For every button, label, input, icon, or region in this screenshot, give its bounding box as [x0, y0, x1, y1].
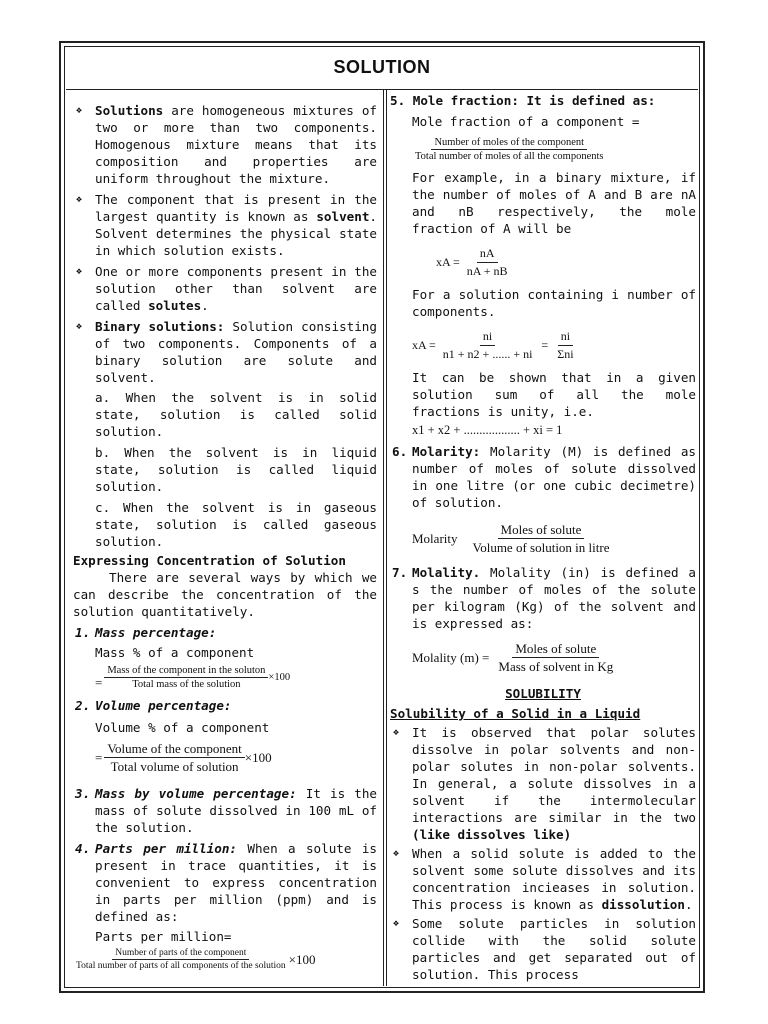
xi-fraction — [440, 328, 536, 363]
xi-formula — [412, 328, 696, 363]
sub-item-c: c. When the solvent is in gaseous state, solution is called gaseous solution. — [95, 500, 377, 549]
xa-fraction — [464, 245, 511, 280]
sub-item-a: a. When the solvent is in solid state, solution is called solid solution. — [95, 390, 377, 439]
times-hundred: ×100 — [244, 750, 272, 765]
diamond-bullet-icon: ❖ — [393, 848, 400, 859]
unity-text: It can be shown that in a given solution sum of all the mole fractions is unity, i.e. — [412, 370, 696, 419]
diamond-bullet-icon: ❖ — [76, 266, 83, 277]
method-mass-by-volume — [73, 785, 377, 836]
bullet-crystallisation — [390, 915, 696, 983]
method-mass-percentage — [73, 624, 377, 641]
diamond-bullet-icon: ❖ — [76, 321, 83, 332]
fraction-denominator: Total number of moles of all the components — [415, 151, 604, 162]
ppm-formula — [73, 947, 377, 972]
method-title: Parts per million: — [95, 841, 238, 856]
term-binary-solutions: Binary solutions: — [95, 319, 225, 334]
term-solvent: solvent — [316, 209, 370, 224]
binary-example: For example, in a binary mixture, if the number of moles of A and B are nA and nB respectively, the mole fraction of A will be — [412, 170, 696, 236]
bullet-text: The component that is present in the largest quantity is known as — [95, 192, 377, 224]
bullet-text: Solution consisting of two components. Components of a binary solution are solute and solvent. — [95, 319, 377, 385]
formula-lhs: Molarity — [412, 531, 458, 546]
method-title: Volume percentage: — [95, 698, 232, 713]
diamond-bullet-icon: ❖ — [76, 105, 83, 116]
right-column — [390, 92, 696, 987]
fraction-numerator: ni — [558, 328, 573, 346]
xi-sum-fraction — [554, 328, 576, 363]
bullet-text: Some solute particles in solution collide with the solid solute particles and get separated out of solution. This process — [412, 916, 696, 982]
mass-percent-formula — [95, 664, 377, 691]
ppm-line: Parts per million= — [95, 929, 232, 944]
fraction-denominator: Total number of parts of all components of the solution — [76, 961, 286, 971]
item-number: 6. — [392, 444, 408, 459]
heading-text: Expressing Concentration of Solution — [73, 553, 346, 568]
term-solutes: solutes — [148, 298, 202, 313]
fraction-numerator: Volume of the component — [104, 740, 244, 758]
molarity-formula — [412, 521, 696, 556]
fraction-denominator: Volume of solution in litre — [472, 540, 610, 555]
fraction-denominator: Σni — [557, 347, 574, 361]
molarity-fraction — [470, 521, 613, 556]
i-components-text: For a solution containing i number of components. — [412, 287, 696, 319]
mole-fraction-fraction — [412, 136, 607, 163]
sub-item-b: b. When the solvent is in liquid state, solution is called liquid solution. — [95, 445, 377, 494]
volume-percent-formula — [95, 740, 377, 775]
fraction-numerator: Moles of solute — [512, 640, 599, 658]
term-molarity: Molarity: — [412, 444, 481, 459]
solubility-subheading: Solubility of a Solid in a Liquid — [390, 706, 641, 721]
bullet-text: It is observed that polar solutes dissolve in polar solvents and non-polar solutes in non-polar solvents. In general, a solute dissolves in a solvent if the intermolecular interactions are similar in the two — [412, 725, 696, 825]
title-divider — [66, 89, 698, 90]
equals-sign: = — [95, 750, 103, 765]
bullet-text: . Solvent determines the physical state in which solution exists. — [95, 209, 377, 258]
times-hundred: ×100 — [268, 672, 291, 683]
diamond-bullet-icon: ❖ — [76, 194, 83, 205]
term-dissolution: dissolution — [601, 897, 685, 912]
times-hundred: ×100 — [288, 952, 316, 967]
mole-fraction-heading — [390, 92, 696, 109]
method-parts-per-million — [73, 840, 377, 925]
fraction-denominator: Total volume of solution — [110, 759, 239, 774]
bullet-dissolution — [390, 845, 696, 913]
bullet-text: . — [684, 897, 693, 912]
column-divider — [383, 89, 384, 986]
section-heading-expressing — [73, 552, 377, 569]
formula-lhs: xA = — [412, 338, 436, 352]
bullet-text: . — [201, 298, 209, 313]
diamond-bullet-icon: ❖ — [393, 918, 400, 929]
bullet-binary — [73, 318, 377, 386]
fraction-denominator: nA + nB — [466, 264, 508, 278]
expressing-intro — [73, 569, 377, 620]
fraction-denominator: Total mass of the solution — [132, 679, 241, 690]
molality-fraction — [495, 640, 616, 675]
formula-lhs: Molality (m) = — [412, 650, 490, 665]
formula-lhs: xA = — [436, 255, 460, 269]
sum-equation: x1 + x2 + .................. + xi = 1 — [412, 423, 563, 437]
item-text: Molality (in) is defined a s the number of moles of the solute per kilogram (Kg) of the solvent and is expressed as: — [412, 565, 696, 631]
method-title: Mass percentage: — [95, 625, 217, 640]
column-divider-2 — [386, 89, 387, 986]
heading-text: 5. Mole fraction: It is defined as: — [390, 93, 656, 108]
bullet-text: One or more components present in the solution other than solvent are called — [95, 264, 377, 313]
fraction-denominator: n1 + n2 + ...... + ni — [442, 347, 533, 361]
method-text: When a solute is present in trace quantities, it is convenient to express concentration in parts per million (ppm) and is defined as: — [95, 841, 377, 924]
fraction-denominator: Mass of solvent in Kg — [498, 659, 614, 674]
mass-percent-fraction — [104, 664, 268, 691]
mole-fraction-formula — [412, 136, 696, 163]
equals-sign: = — [95, 675, 103, 690]
fraction-numerator: Number of parts of the component — [112, 947, 249, 960]
fraction-numerator: Moles of solute — [498, 521, 585, 539]
mass-percent-line: Mass % of a component — [95, 645, 255, 660]
fraction-numerator: ni — [480, 328, 495, 346]
item-text: Molarity (M) is defined as number of moles of solute dissolved in one litre (or one cubic decimetre) of solution. — [412, 444, 696, 510]
xa-binary-formula — [436, 245, 696, 280]
method-number: 3. — [75, 786, 91, 801]
solubility-heading: SOLUBILITY — [505, 686, 581, 701]
method-volume-percentage — [73, 697, 377, 714]
bullet-solvent — [73, 191, 377, 259]
intro-text: There are several ways by which we can describe the concentration of the solution quantitatively. — [73, 570, 377, 619]
page-title: SOLUTION — [333, 57, 431, 77]
volume-percent-fraction — [104, 740, 244, 775]
fraction-numerator: nA — [477, 245, 498, 263]
fraction-numerator: Number of moles of the component — [431, 136, 587, 150]
left-column — [73, 102, 377, 972]
bullet-solutes — [73, 263, 377, 314]
molality-item — [390, 564, 696, 632]
term-like-dissolves-like: (like dissolves like) — [412, 827, 572, 842]
ppm-fraction — [73, 947, 289, 972]
bullet-like-dissolves-like — [390, 724, 696, 843]
fraction-numerator: Mass of the component in the soluton — [104, 664, 268, 678]
volume-percent-line: Volume % of a component — [95, 720, 270, 735]
term-molality: Molality. — [412, 565, 481, 580]
term-solutions: Solutions — [95, 103, 164, 118]
equals-sign: = — [541, 338, 549, 352]
bullet-solutions — [73, 102, 377, 187]
item-number: 7. — [392, 565, 408, 580]
mole-fraction-line: Mole fraction of a component = — [412, 114, 640, 129]
bullet-text: When a solid solute is added to the solvent some solute dissolves and its concentration incieases in solution. This process is known as — [412, 846, 696, 912]
bullet-text: are homogeneous mixtures of two or more than two components. Homogenous mixture means that its composition and properties are uniform throughout the mixture. — [95, 103, 377, 186]
method-title: Mass by volume percentage: — [95, 786, 297, 801]
method-text: It is the mass of solute dissolved in 100 mL of the solution. — [95, 786, 377, 835]
method-number: 4. — [75, 841, 91, 856]
diamond-bullet-icon: ❖ — [393, 727, 400, 738]
molarity-item — [390, 443, 696, 511]
method-number: 2. — [75, 698, 91, 713]
molality-formula — [412, 640, 696, 675]
method-number: 1. — [75, 625, 91, 640]
